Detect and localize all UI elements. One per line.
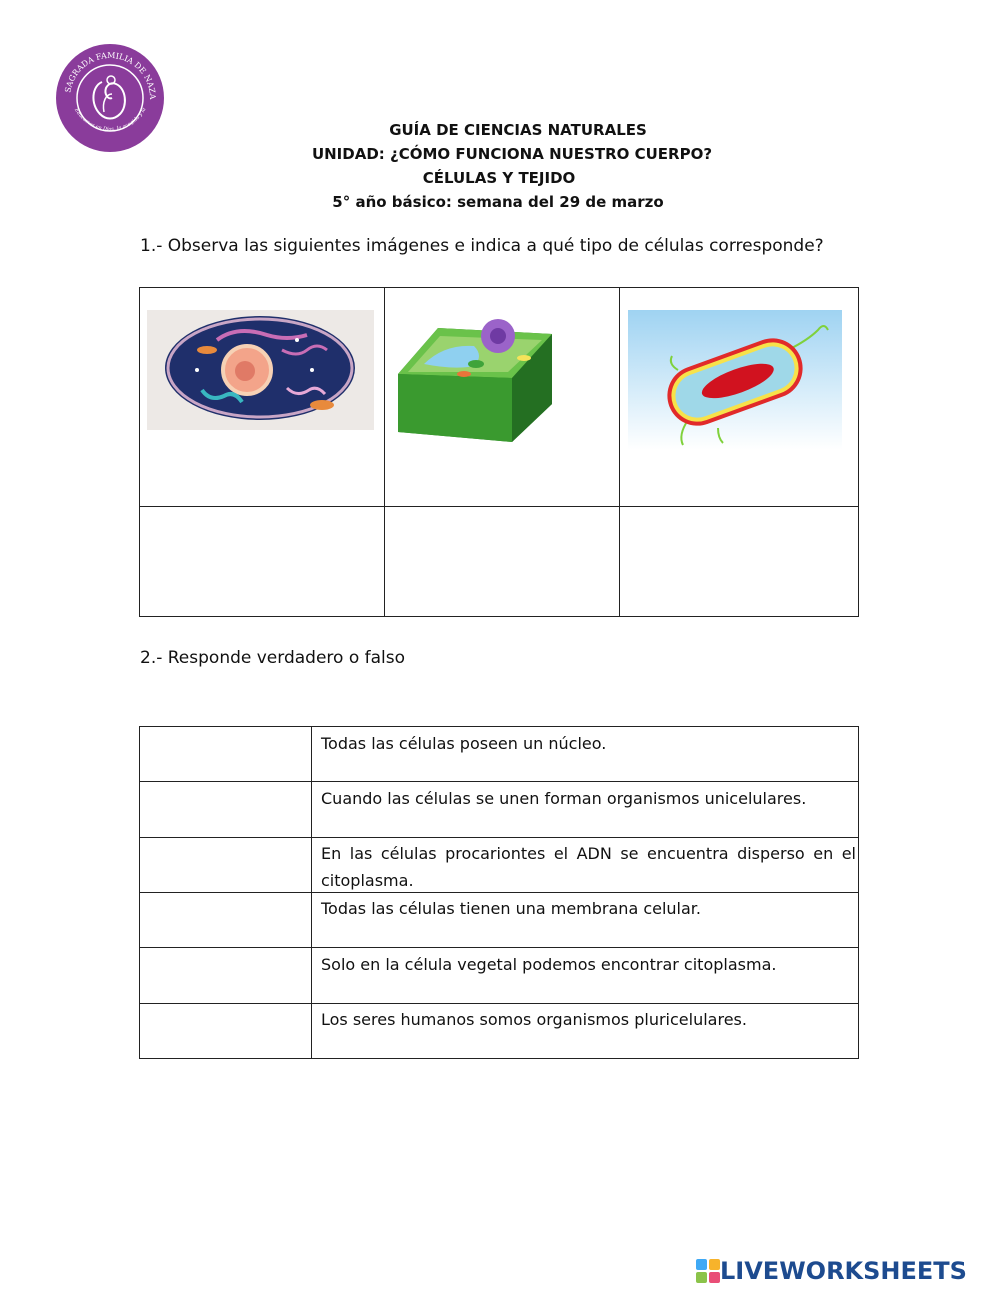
- header-topic: CÉLULAS Y TEJIDO: [422, 169, 576, 187]
- tf-statement: Cuando las células se unen forman organismos unicelulares.: [321, 789, 807, 808]
- header-grade: 5° año básico: semana del 29 de marzo: [332, 193, 664, 211]
- plant-cell-image: [394, 314, 554, 444]
- true-false-table: [139, 726, 859, 1059]
- tf-answer-box[interactable]: [140, 727, 312, 782]
- tf-statement: Solo en la célula vegetal podemos encontrar citoplasma.: [321, 955, 777, 974]
- tf-row: [140, 892, 858, 947]
- tf-statement: Todas las células tienen una membrana celular.: [321, 899, 701, 918]
- tf-statement: Todas las células poseen un núcleo.: [321, 734, 607, 753]
- tf-answer-box[interactable]: [140, 837, 312, 892]
- question-1-text: 1.- Observa las siguientes imágenes e indica a qué tipo de células corresponde?: [140, 236, 824, 256]
- answer-blank-1[interactable]: [140, 507, 384, 616]
- tf-row: [140, 1003, 858, 1058]
- tf-row: [140, 837, 858, 892]
- tf-answer-box[interactable]: [140, 892, 312, 947]
- question-2-text: 2.- Responde verdadero o falso: [140, 648, 406, 668]
- liveworksheets-brand-text: LIVEWORKSHEETS: [720, 1257, 967, 1285]
- cell-image-table: [139, 287, 859, 617]
- logo-motto: Educamos en Dios, la acogida y la: [73, 106, 148, 133]
- logo-ring-text: SAGRADA FAMILIA DE NAZA: [63, 50, 158, 100]
- animal-cell-image: [147, 310, 374, 430]
- liveworksheets-logo-icon: [696, 1259, 720, 1283]
- header-unit: UNIDAD: ¿CÓMO FUNCIONA NUESTRO CUERPO?: [311, 145, 713, 163]
- header-title: GUÍA DE CIENCIAS NATURALES: [389, 121, 647, 139]
- tf-answer-box[interactable]: [140, 782, 312, 837]
- tf-row: [140, 948, 858, 1003]
- tf-answer-box[interactable]: [140, 948, 312, 1003]
- worksheet-header: [0, 118, 1000, 214]
- tf-statement: En las células procariontes el ADN se encuentra disperso en el citoplasma.: [321, 844, 856, 890]
- tf-row: [140, 782, 858, 837]
- tf-row: [140, 727, 858, 782]
- liveworksheets-brand: [696, 1254, 967, 1288]
- tf-answer-box[interactable]: [140, 1003, 312, 1058]
- tf-statement: Los seres humanos somos organismos pluricelulares.: [321, 1010, 747, 1029]
- answer-blank-3[interactable]: [620, 507, 858, 616]
- answer-blank-2[interactable]: [385, 507, 619, 616]
- bacterium-cell-image: [628, 310, 842, 450]
